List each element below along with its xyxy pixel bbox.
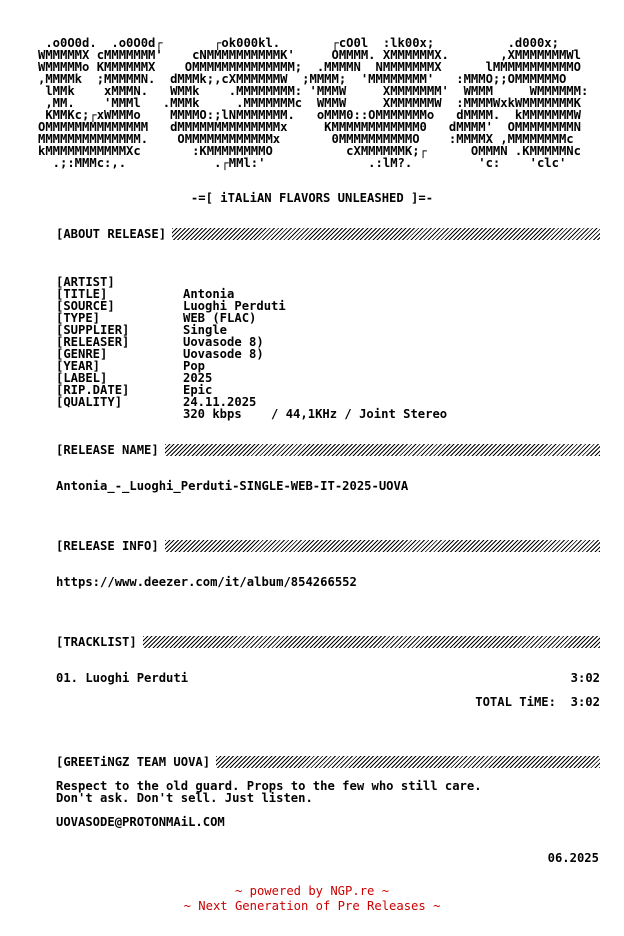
info-key: [LABEL] <box>56 371 108 385</box>
section-header-greetings <box>56 756 600 768</box>
release-name-text: Antonia_-_Luoghi_Perduti-SINGLE-WEB-IT-2025-UOVA <box>56 479 409 493</box>
info-key: [RELEASER] <box>56 335 130 349</box>
hatch-divider <box>216 756 600 768</box>
greeting-line: Don't ask. Don't sell. Just listen. <box>56 791 313 805</box>
info-key: [YEAR] <box>56 359 101 373</box>
track-title: 01. Luoghi Perduti <box>56 671 189 685</box>
info-value: Single <box>183 323 228 337</box>
ascii-line: kMMMMMMMMMMMXc :KMMMMMMMMO cXMMMMMMK;┌ OMMMN .KMMMMMNc <box>38 144 581 158</box>
info-key: [RIP.DATE] <box>56 383 130 397</box>
section-title: [RELEASE INFO] <box>56 539 159 553</box>
info-key: [TYPE] <box>56 311 101 325</box>
release-date: 06.2025 <box>547 851 599 865</box>
ascii-line: .;:MMMc:,. .┌MMl:' .:lM?. 'c: 'clc' <box>38 156 567 170</box>
info-value: WEB (FLAC) <box>183 311 257 325</box>
section-title: [ABOUT RELEASE] <box>56 227 167 241</box>
info-key: [QUALITY] <box>56 395 123 409</box>
info-value: Uovasode 8) <box>183 347 264 361</box>
release-url: https://www.deezer.com/it/album/854266552 <box>56 575 357 589</box>
info-value: 2025 <box>183 371 213 385</box>
ascii-line: OMMMMMMMMMMMMMM dMMMMMMMMMMMMMMx KMMMMMMMMMMMM0 dMMMM' OMMMMMMMMN <box>38 120 581 134</box>
info-key: [GENRE] <box>56 347 108 361</box>
section-header-release-info <box>56 540 600 552</box>
total-time: TOTAL TiME: 3:02 <box>475 695 600 709</box>
ascii-line: WMMMMMX cMMMMMMM' cNMMMMMMMMMMK' OMMMM. XMMMMMMX. ,XMMMMMMMWl <box>38 48 581 62</box>
release-info-table <box>56 264 448 421</box>
contact-email: UOVASODE@PROTONMAiL.COM <box>56 815 225 829</box>
footer-powered-by: ~ powered by NGP.re ~ <box>234 884 390 898</box>
ascii-line: MMMMMMMMMMMMMM. OMMMMMMMMMMMMx 0MMMMMMMMMMO :MMMMX ,MMMMMMMMc <box>38 132 574 146</box>
info-key: [SUPPLIER] <box>56 323 130 337</box>
ascii-line: KMMKc;┌xWMMMo MMMMO:;lNMMMMMMM. oMMM0::OMMMMMMMo dMMMM. kMMMMMMMW <box>38 108 581 122</box>
tagline: -=[ iTALiAN FLAVORS UNLEASHED ]=- <box>190 191 434 205</box>
section-title: [TRACKLIST] <box>56 635 137 649</box>
hatch-divider <box>143 636 600 648</box>
info-key: [ARTIST] <box>56 275 115 289</box>
info-key: [SOURCE] <box>56 299 115 313</box>
info-value: 320 kbps / 44,1KHz / Joint Stereo <box>183 407 448 421</box>
ascii-line: .o0O0d. .o0O0d┌ ┌ok000kl. ┌cO0l :lk00x; .d000x; <box>38 36 559 50</box>
section-title: [RELEASE NAME] <box>56 443 159 457</box>
info-value: Pop <box>183 359 206 373</box>
track-row <box>56 672 600 684</box>
hatch-divider <box>165 444 600 456</box>
ascii-line: WMMMMMo KMMMMMMX OMMMMMMMMMMMMMM; .MMMMN NMMMMMMMX lMMMMMMMMMMMO <box>38 60 581 74</box>
ascii-line: ,MMMMk ;MMMMMN. dMMMk;,cXMMMMMMW ;MMMM; 'MMMMMMMM' :MMMO;;OMMMMMMO <box>38 72 567 86</box>
info-value: 24.11.2025 <box>183 395 257 409</box>
footer-tagline: ~ Next Generation of Pre Releases ~ <box>183 899 441 913</box>
greeting-line: Respect to the old guard. Props to the few who still care. <box>56 779 482 793</box>
ascii-line: lMMk xMMMN. WMMk .MMMMMMMM: 'MMMW XMMMMMMM' WMMM WMMMMMM: <box>38 84 589 98</box>
section-header-tracklist <box>56 636 600 648</box>
hatch-divider <box>172 228 600 240</box>
hatch-divider <box>165 540 600 552</box>
info-value: Antonia <box>183 287 235 301</box>
info-value: Uovasode 8) <box>183 335 264 349</box>
track-time: 3:02 <box>570 671 600 685</box>
section-title: [GREETiNGZ TEAM UOVA] <box>56 755 211 769</box>
info-value: Epic <box>183 383 213 397</box>
ascii-line: ,MM. 'MMMl .MMMk .MMMMMMMc WMMW XMMMMMMW :MMMMWxkWMMMMMMMK <box>38 96 581 110</box>
section-header-release-name <box>56 444 600 456</box>
info-key: [TITLE] <box>56 287 108 301</box>
ascii-logo <box>38 37 588 169</box>
section-header-about <box>56 228 600 240</box>
info-value: Luoghi Perduti <box>183 299 286 313</box>
total-time-row <box>56 696 600 708</box>
